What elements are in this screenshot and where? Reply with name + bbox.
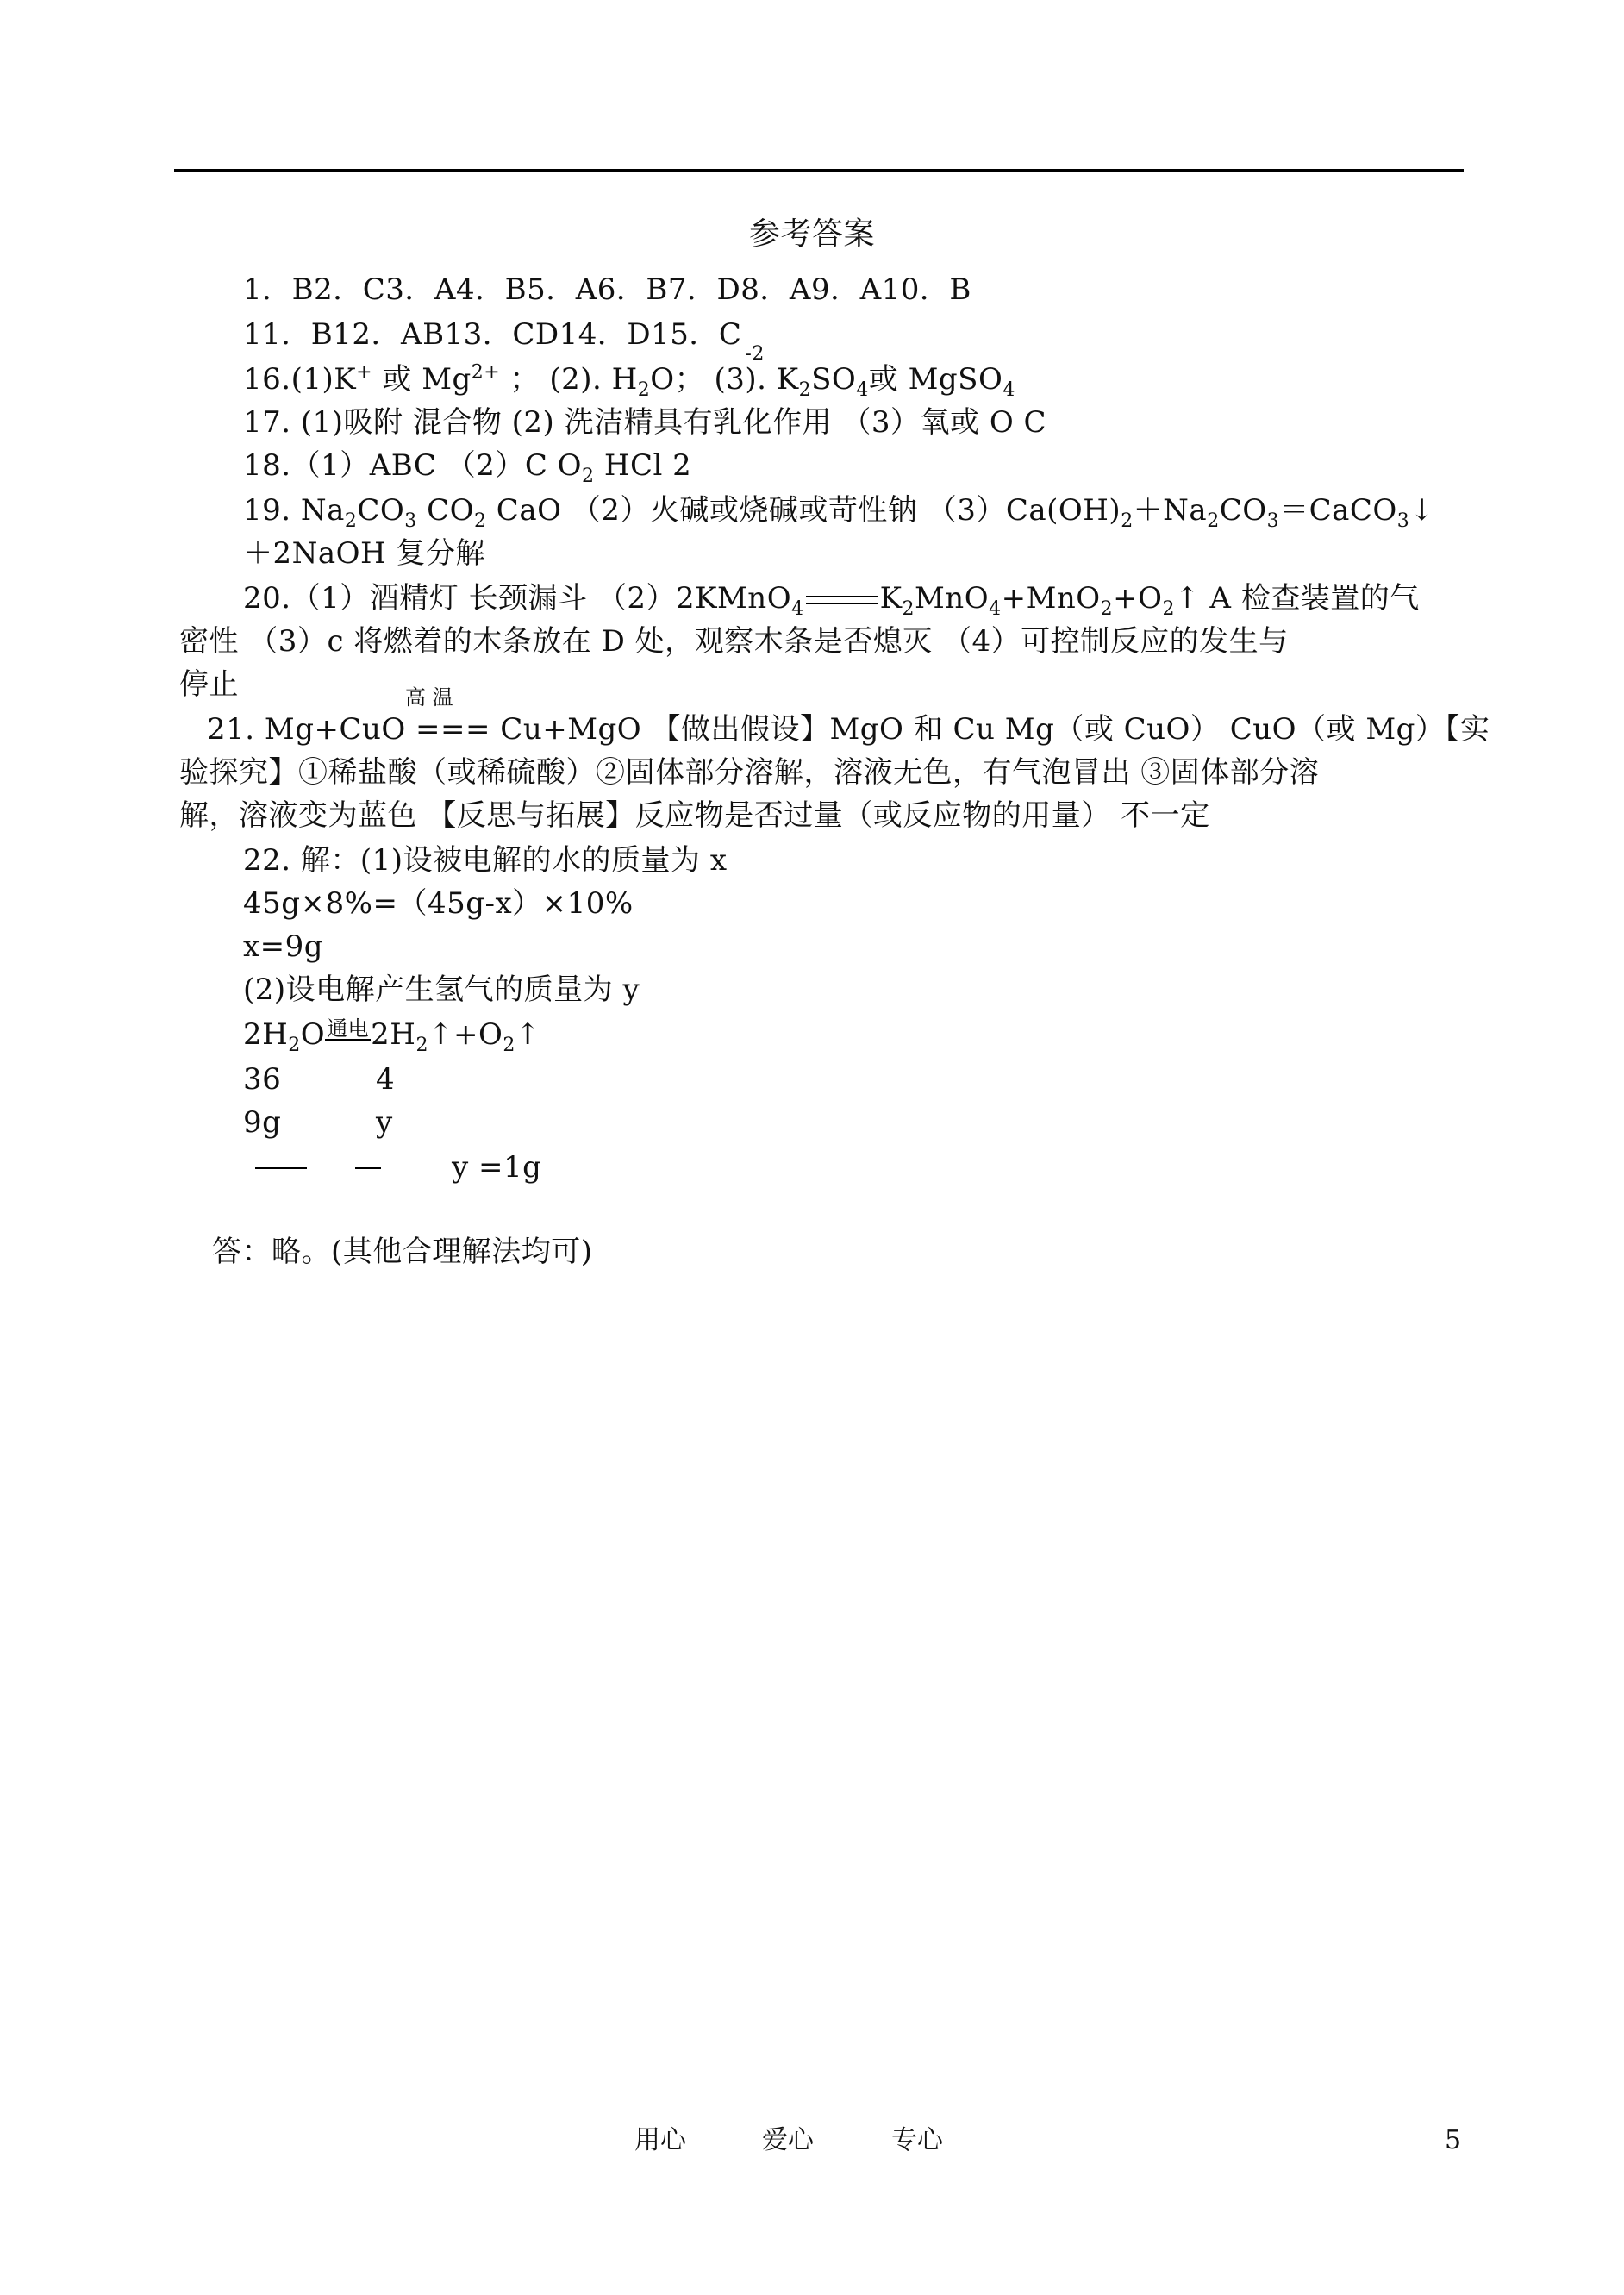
answer-line-10: 停止 bbox=[179, 667, 239, 702]
answer-line-13: 解，溶液变为蓝色 【反思与拓展】反应物是否过量（或反应物的用量） 不一定 bbox=[179, 798, 1210, 833]
text-20c: MnO bbox=[914, 581, 990, 616]
sub-2: 2 bbox=[288, 1034, 301, 1056]
answer-line-12: 验探究】①稀盐酸（或稀硫酸）②固体部分溶解，溶液无色，有气泡冒出 ③固体部分溶 bbox=[179, 755, 1320, 790]
answer-line-4: 17. (1)吸附 混合物 (2) 洗洁精具有乳化作用 （3）氧或 O C bbox=[243, 405, 1047, 440]
answer-conclusion: 答：略。(其他合理解法均可) bbox=[212, 1235, 593, 1269]
answer-line-21: y =1g bbox=[452, 1150, 542, 1185]
text-20a: 20.（1）酒精灯 长颈漏斗 （2）2KMnO bbox=[243, 581, 792, 616]
ratio-9g: 9g bbox=[243, 1105, 282, 1140]
sub-2: 2 bbox=[1121, 510, 1134, 532]
text-22a: 2H bbox=[243, 1017, 289, 1052]
sub-2: 2 bbox=[902, 597, 915, 620]
answer-line-5 bbox=[243, 448, 692, 487]
fraction-bar-right bbox=[355, 1167, 381, 1169]
ratio-y: y bbox=[376, 1105, 393, 1140]
sub-4: 4 bbox=[791, 597, 804, 620]
text-20e: +O bbox=[1113, 581, 1163, 616]
footer-slogan-2: 爱心 bbox=[762, 2125, 814, 2155]
sub-2: 2 bbox=[637, 378, 651, 401]
text-19f: CO bbox=[1219, 493, 1267, 528]
text-19d: CaO （2）火碱或烧碱或苛性钠 （3）Ca(OH) bbox=[486, 493, 1121, 528]
text-19g: ＝CaCO bbox=[1279, 493, 1397, 528]
sub-2: 2 bbox=[344, 510, 358, 532]
answer-line-1: 1．B2．C3．A4．B5．A6．B7．D8．A9．A10．B bbox=[243, 272, 971, 307]
answer-line-6 bbox=[243, 493, 1435, 532]
reaction-condition-high-temp: 高 温 bbox=[405, 685, 453, 710]
text-20d: +MnO bbox=[1001, 581, 1101, 616]
text-22c: 2H bbox=[371, 1017, 416, 1052]
answer-line-14: 22. 解：(1)设被电解的水的质量为 x bbox=[243, 843, 728, 878]
answer-line-17: (2)设电解产生氢气的质量为 y bbox=[243, 972, 640, 1007]
sub-4: 4 bbox=[989, 597, 1002, 620]
text-19c: CO bbox=[416, 493, 474, 528]
text-16e: SO bbox=[811, 362, 857, 397]
footer-slogan-3: 专心 bbox=[891, 2125, 943, 2155]
sup-plus: + bbox=[356, 361, 373, 384]
answer-line-15: 45g×8%=（45g-x）×10% bbox=[243, 886, 634, 921]
text-16a: 16.(1)K bbox=[243, 362, 357, 397]
text-16b: 或 Mg bbox=[382, 362, 472, 397]
text-18b: HCl 2 bbox=[594, 448, 692, 483]
text-22e: ↑ bbox=[515, 1017, 540, 1052]
text-22b: O bbox=[300, 1017, 326, 1052]
sub-4: 4 bbox=[856, 378, 869, 401]
reaction-condition-electric: 通电 bbox=[327, 1016, 370, 1041]
sub-4: 4 bbox=[1003, 378, 1015, 401]
text-18a: 18.（1）ABC （2）C O bbox=[243, 448, 583, 483]
sub-3: 3 bbox=[404, 510, 417, 532]
equation-equals-sign bbox=[806, 596, 878, 604]
sub-2: 2 bbox=[415, 1034, 428, 1056]
text-19h: ↓ bbox=[1409, 493, 1435, 528]
sub-2: 2 bbox=[1162, 597, 1176, 620]
sub-2: 2 bbox=[582, 465, 595, 487]
answer-line-9: 密性 （3）c 将燃着的木条放在 D 处，观察木条是否熄灭 （4）可控制反应的发生与 bbox=[179, 624, 1289, 659]
text-20b: K bbox=[879, 581, 903, 616]
answer-line-2 bbox=[243, 317, 765, 365]
text-19b: CO bbox=[357, 493, 405, 528]
page-number: 5 bbox=[1445, 2125, 1462, 2155]
ratio-36: 36 bbox=[243, 1062, 282, 1097]
answer-line-7: ＋2NaOH 复分解 bbox=[243, 536, 485, 571]
sub-2: 2 bbox=[474, 510, 487, 532]
page-title: 参考答案 bbox=[748, 216, 875, 252]
sub-3: 3 bbox=[1396, 510, 1410, 532]
answer-line-16: x=9g bbox=[243, 929, 324, 964]
ratio-4: 4 bbox=[376, 1062, 396, 1097]
text-19e: ＋Na bbox=[1133, 493, 1208, 528]
answer-line-18 bbox=[243, 1016, 540, 1056]
answer-line-8 bbox=[243, 581, 1420, 620]
text-16d: O； (3). K bbox=[650, 362, 799, 397]
header-rule bbox=[174, 169, 1464, 172]
charge-label: -2 bbox=[745, 343, 765, 365]
answer-line-11: 21. Mg+CuO === Cu+MgO 【做出假设】MgO 和 Cu Mg（或 CuO） CuO（或 Mg）【实 bbox=[207, 712, 1490, 747]
text-16f: 或 MgSO bbox=[868, 362, 1003, 397]
sup-2plus: 2+ bbox=[471, 361, 501, 384]
text-22d: ↑+O bbox=[428, 1017, 503, 1052]
text-19a: 19. Na bbox=[243, 493, 345, 528]
text-16c: ； (2). H bbox=[509, 362, 638, 397]
fraction-bar-left bbox=[255, 1167, 307, 1169]
sub-2: 2 bbox=[798, 378, 812, 401]
sub-2: 2 bbox=[1100, 597, 1114, 620]
sub-3: 3 bbox=[1266, 510, 1280, 532]
sub-2: 2 bbox=[1207, 510, 1220, 532]
text-20f: ↑ A 检查装置的气 bbox=[1175, 581, 1420, 616]
sub-2: 2 bbox=[503, 1034, 515, 1056]
answer-line-2-text: 11．B12．AB13．CD14．D15．C bbox=[243, 317, 742, 352]
answer-line-3 bbox=[243, 361, 1015, 401]
footer-slogan-1: 用心 bbox=[634, 2125, 686, 2155]
